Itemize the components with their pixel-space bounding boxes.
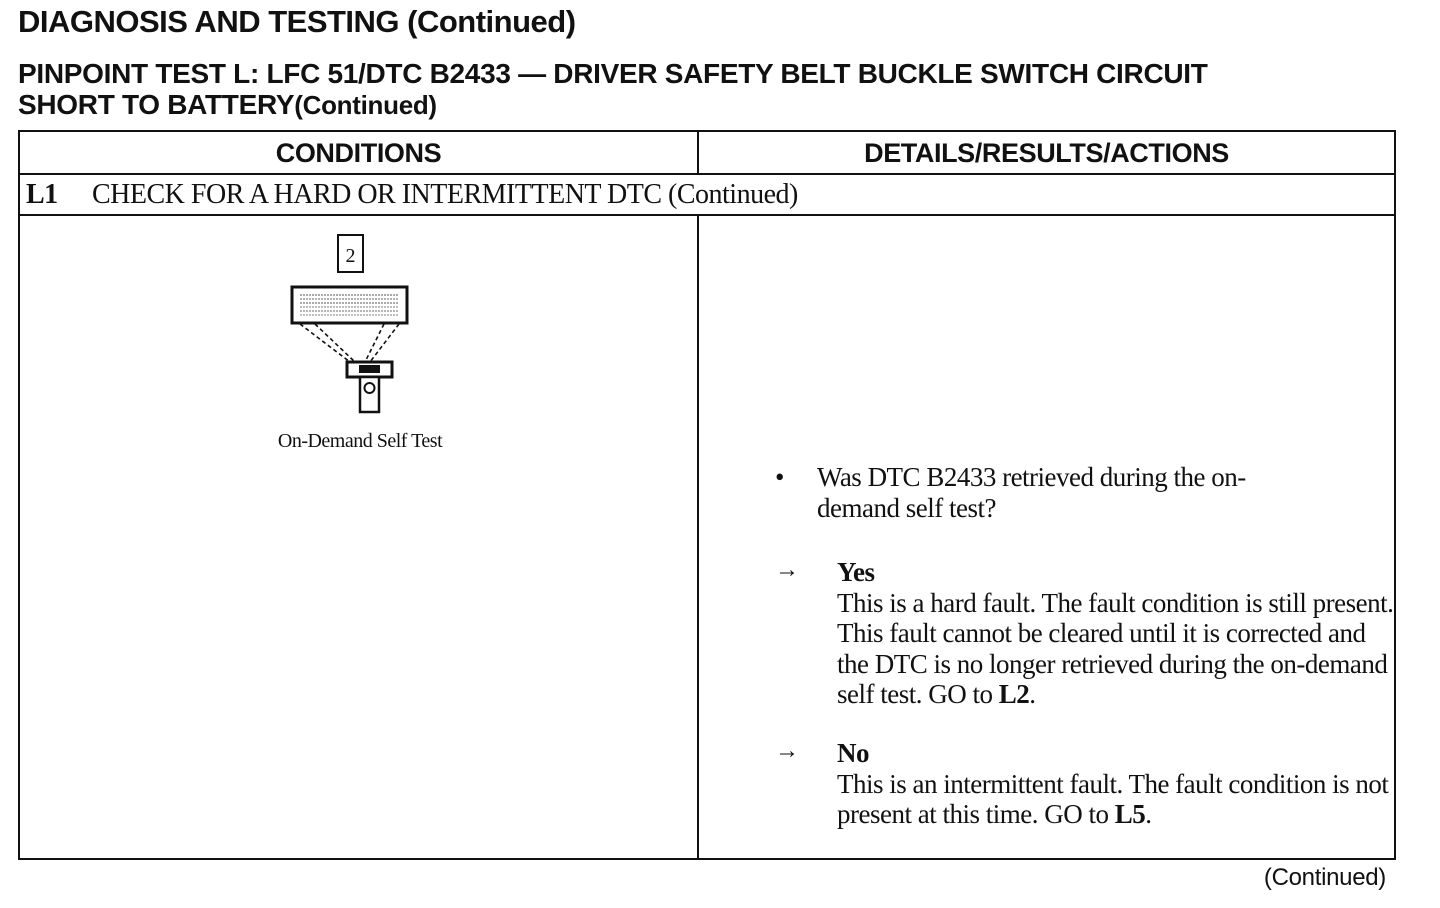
answer-label: Yes xyxy=(837,557,875,587)
section-title: DIAGNOSIS AND TESTING (Continued) xyxy=(18,4,576,39)
answer-no xyxy=(775,738,1397,830)
callout-number: 2 xyxy=(345,245,356,267)
question-text: Was DTC B2433 retrieved during the on-demand self test? xyxy=(817,462,1246,523)
step-title: CHECK FOR A HARD OR INTERMITTENT DTC xyxy=(92,179,662,210)
answer-body: This is a hard fault. The fault condition is still present. This fault cannot be cleared until it is corrected and the DTC is no longer retrieved during the on-demand self test. GO to xyxy=(837,587,1394,709)
conditions-column-header: CONDITIONS xyxy=(275,138,442,168)
test-title-line-1: PINPOINT TEST L: LFC 51/DTC B2433 — DRIVER SAFETY BELT BUCKLE SWITCH CIRCUIT xyxy=(18,58,1208,89)
right-arrow-icon: → xyxy=(775,738,799,764)
step-divider xyxy=(20,214,1394,216)
right-arrow-icon: → xyxy=(775,557,799,583)
header-divider xyxy=(20,173,1394,175)
step-row xyxy=(26,176,798,214)
step-id: L1 xyxy=(26,179,58,210)
question-item xyxy=(775,462,1287,524)
bullet-icon: • xyxy=(775,462,784,492)
answer-body: This is an intermittent fault. The fault condition is not present at this time. GO to xyxy=(837,768,1389,829)
scan-tool-display-icon xyxy=(292,287,407,323)
answer-period: . xyxy=(1145,799,1152,829)
self-test-illustration xyxy=(270,232,470,422)
details-column-header: DETAILS/RESULTS/ACTIONS xyxy=(864,138,1229,168)
pinpoint-test-title xyxy=(18,58,1418,121)
answer-text xyxy=(837,769,1397,830)
figure-caption: On-Demand Self Test xyxy=(277,430,443,452)
answer-text xyxy=(837,588,1397,710)
procedure-table xyxy=(18,130,1396,860)
answer-label: No xyxy=(837,738,869,768)
test-title-continued: (Continued) xyxy=(294,90,437,120)
step-continued: (Continued) xyxy=(668,179,798,210)
answer-period: . xyxy=(1029,679,1036,709)
goto-step: L5 xyxy=(1114,799,1146,829)
continued-footer: (Continued) xyxy=(1263,864,1386,891)
goto-step: L2 xyxy=(998,679,1030,709)
test-title-main: SHORT TO BATTERY xyxy=(18,89,295,120)
test-title-line-2 xyxy=(18,89,1418,121)
answer-yes xyxy=(775,557,1397,710)
column-divider-body xyxy=(697,216,699,858)
